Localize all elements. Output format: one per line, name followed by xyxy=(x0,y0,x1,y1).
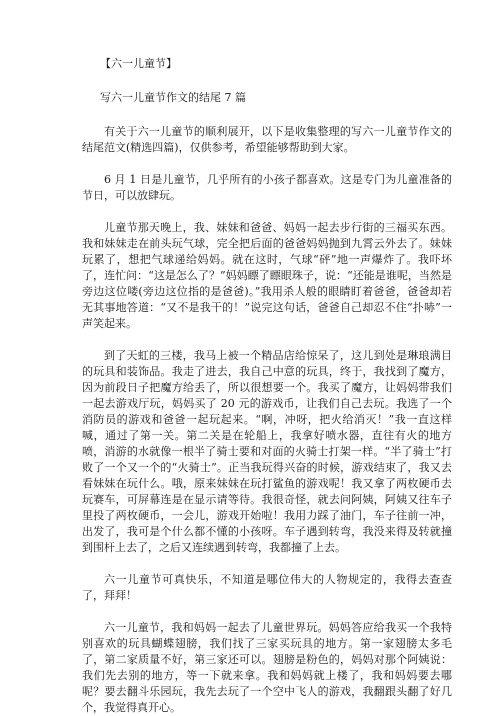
paragraph-intro: 有关于六一儿童节的顺利展开，以下是收集整理的写六一儿童节作文的结尾范文(精选四篇)，仅供参考，希望能够帮助到大家。 xyxy=(82,125,452,154)
paragraph: 6 月 1 日是儿童节，几乎所有的小孩子都喜欢。这是专门为儿童准备的节日，可以放肆玩。 xyxy=(82,173,452,202)
paragraph: 儿童节那天晚上，我、妹妹和爸爸、妈妈一起去步行街的三福买东西。我和妹妹走在前头玩气球，完全把后面的爸爸妈妈抛到九霄云外去了。妹妹玩累了，想把气球递给妈妈。就在这时，气球“砰”地一声爆炸了。我吓坏了，连忙问：“这是怎么了？”妈妈瞟了瞟眼珠子，说：“还能是谁呢，当然是旁边这位喽(旁边这位指的是爸爸)。”我用杀人般的眼睛盯着爸爸，爸爸却若无其事地答道：“又不是我干的！”说完这句话，爸爸自己却忍不住“扑哧”一声笑起来。 xyxy=(82,221,452,330)
paragraph: 六一儿童节可真快乐，不知道是哪位伟大的人物规定的，我得去查查了，拜拜！ xyxy=(82,573,452,602)
paragraph: 到了天虹的三楼，我马上被一个精品店给惊呆了，这儿到处是琳琅满目的玩具和装饰品。我走了进去，我自己中意的玩具，终于，我找到了魔方，因为前段日子把魔方给丢了，所以很想要一个。我买了魔方，让妈妈带我们一起去游戏厅玩，妈妈买了 20 元的游戏币，让我们自己去玩。我选了一个消防员的游戏和爸爸一起玩起来。“啊，冲呀，把火给消灭！”我一直这样喊，通过了第一关。第二关是在轮船上，我拿好喷水器，直往有火的地方喷，消游的水就像一根半了骑士要和对面的火骑士打架一样。“半了骑士”打败了一个又一个的“火骑士”。正当我玩得兴奋的时候，游戏结束了，我又去看妹妹在玩什么。哦，原来妹妹在玩打鲨鱼的游戏呢！我又拿了两枚硬币去玩赛车，可屏幕连是在显示请等待。我很奇怪，就去问阿姨，阿姨又往车子里投了两枚硬币，一会儿，游戏开始啦！我用力踩了油门，车子往前一冲，出发了，我可是个什么都不懂的小孩呀。车子遇到转弯，我没来得及转就撞到围杆上去了，之后又连续遇到转弯，我都撞了上去。 xyxy=(82,349,452,554)
paragraph: 六一儿童节，我和妈妈一起去了儿童世界玩。妈妈答应给我买一个我特别喜欢的玩具蝴蝶翅膀，我们找了三家买玩具的地方。第一家翅膀太多毛了，第二家质量不好，第三家还可以。翅膀是粉色的，妈妈对那个阿姨说：我们先去别的地方，等一下就来拿。我和妈妈就上楼了，我和妈妈要去哪呢？要去翻斗乐园玩，我先去玩了一个空中飞人的游戏，我翻跟头翻了好几个，我觉得真开心。 xyxy=(82,621,452,714)
document-title: 【六一儿童节】 xyxy=(100,57,177,70)
document-subtitle: 写六一儿童节作文的结尾 7 篇 xyxy=(100,91,246,104)
